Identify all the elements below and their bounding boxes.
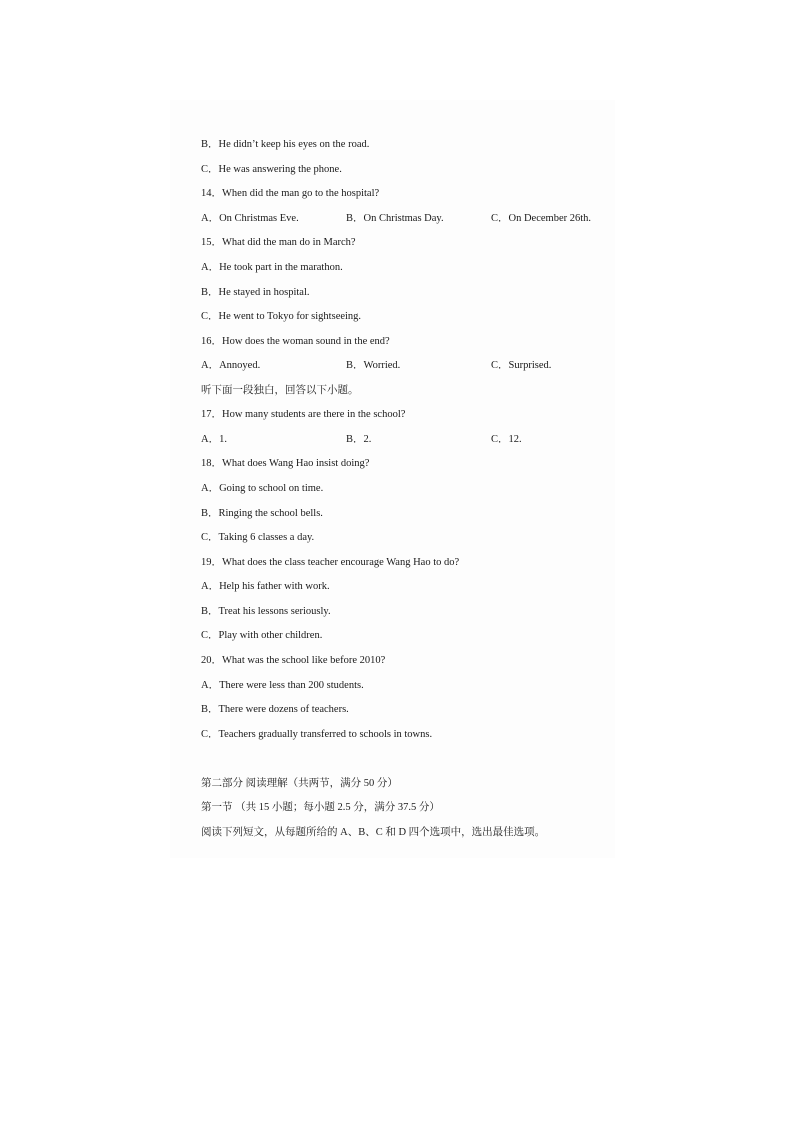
q20-option-c: C．Teachers gradually transferred to schools in towns.	[201, 729, 433, 740]
q16-question: 16．How does the woman sound in the end?	[201, 336, 390, 347]
section-one-heading: 第一节 （共 15 小题；每小题 2.5 分，满分 37.5 分）	[201, 802, 440, 813]
q18-option-b: B．Ringing the school bells.	[201, 508, 323, 519]
q14-option-a: A．On Christmas Eve.	[201, 213, 299, 224]
q17-option-b: B．2.	[346, 434, 372, 445]
q18-option-c: C．Taking 6 classes a day.	[201, 532, 315, 543]
q17-question: 17．How many students are there in the school?	[201, 409, 406, 420]
q19-option-a: A．Help his father with work.	[201, 581, 330, 592]
q18-question: 18．What does Wang Hao insist doing?	[201, 458, 370, 469]
q17-option-c: C．12.	[491, 434, 522, 445]
q20-option-b: B．There were dozens of teachers.	[201, 704, 349, 715]
q19-option-c: C．Play with other children.	[201, 630, 323, 641]
q13-option-b: B．He didn’t keep his eyes on the road.	[201, 139, 370, 150]
monologue-instruction: 听下面一段独白，回答以下小题。	[201, 385, 359, 396]
q15-option-b: B．He stayed in hospital.	[201, 287, 310, 298]
reading-instruction: 阅读下列短文，从每题所给的 A、B、C 和 D 四个选项中，选出最佳选项。	[201, 827, 546, 838]
q13-option-c: C．He was answering the phone.	[201, 164, 342, 175]
q16-option-a: A．Annoyed.	[201, 360, 261, 371]
q16-option-c: C．Surprised.	[491, 360, 552, 371]
q14-option-b: B．On Christmas Day.	[346, 213, 444, 224]
q15-option-a: A．He took part in the marathon.	[201, 262, 343, 273]
q20-question: 20．What was the school like before 2010?	[201, 655, 386, 666]
q17-option-a: A．1.	[201, 434, 227, 445]
q19-option-b: B．Treat his lessons seriously.	[201, 606, 331, 617]
q20-option-a: A．There were less than 200 students.	[201, 680, 364, 691]
q16-option-b: B．Worried.	[346, 360, 401, 371]
q14-option-c: C．On December 26th.	[491, 213, 592, 224]
part-two-heading: 第二部分 阅读理解（共两节，满分 50 分）	[201, 778, 398, 789]
q14-question: 14．When did the man go to the hospital?	[201, 188, 380, 199]
q15-option-c: C．He went to Tokyo for sightseeing.	[201, 311, 362, 322]
q15-question: 15．What did the man do in March?	[201, 237, 356, 248]
q18-option-a: A．Going to school on time.	[201, 483, 324, 494]
q19-question: 19．What does the class teacher encourage Wang Hao to do?	[201, 557, 460, 568]
